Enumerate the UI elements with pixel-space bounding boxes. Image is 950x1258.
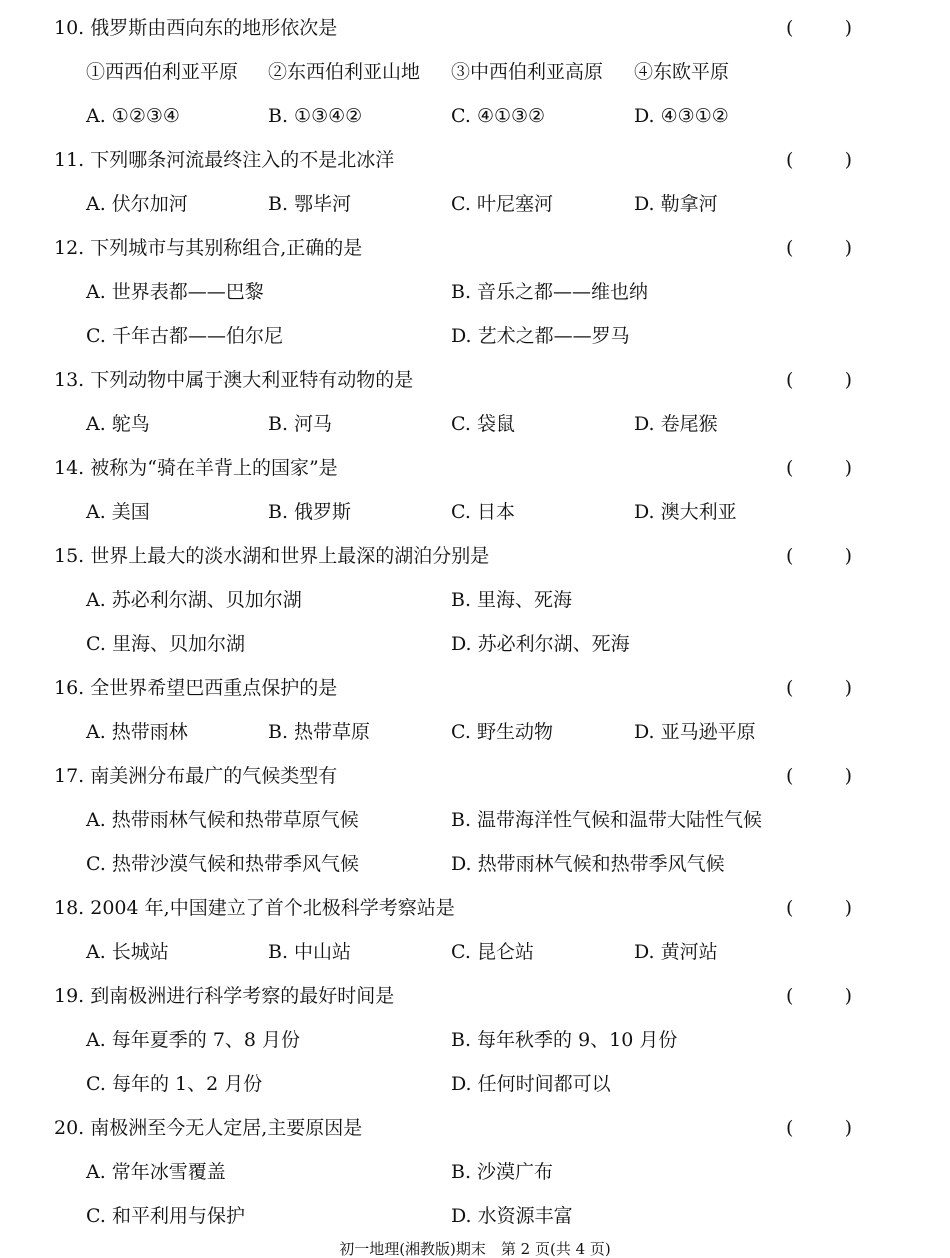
question-16-option-b: B. 热带草原 [268,721,371,743]
question-20-option-b: B. 沙漠广布 [451,1161,554,1183]
close-paren: ) [844,985,852,1007]
question-16-stem: 16. 全世界希望巴西重点保护的是 [54,677,338,699]
question-15-options-line-2 [0,629,950,659]
question-13-answer-parentheses [786,365,852,395]
open-paren: ( [786,545,794,567]
open-paren: ( [786,237,794,259]
question-12-option-b: B. 音乐之都——维也纳 [451,281,649,303]
question-18-option-a: A. 长城站 [86,941,169,963]
question-16-option-a: A. 热带雨林 [86,721,188,743]
question-18-answer-parentheses [786,893,852,923]
question-19-answer-parentheses [786,981,852,1011]
question-14-option-a: A. 美国 [86,501,150,523]
question-20-option-c: C. 和平利用与保护 [86,1205,245,1227]
question-16-option-d: D. 亚马逊平原 [634,721,756,743]
close-paren: ) [844,677,852,699]
question-10-option-d: D. ④③①② [634,105,729,127]
close-paren: ) [844,765,852,787]
question-10-option-b: B. ①③④② [268,105,363,127]
close-paren: ) [844,457,852,479]
question-13-option-a: A. 鸵鸟 [86,413,150,435]
question-10-options-line [0,101,950,131]
question-20-stem: 20. 南极洲至今无人定居,主要原因是 [54,1117,363,1139]
question-11-option-a: A. 伏尔加河 [86,193,188,215]
question-10-item-3: ③中西伯利亚高原 [451,61,604,83]
question-15-option-b: B. 里海、死海 [451,589,573,611]
question-10-option-a: A. ①②③④ [86,105,180,127]
question-18-options-line [0,937,950,967]
page-footer: 初一地理(湘教版)期末 第 2 页(共 4 页) [339,1240,611,1258]
question-10-option-c: C. ④①③② [451,105,546,127]
question-15-option-d: D. 苏必利尔湖、死海 [451,633,630,655]
question-20-stem-line [0,1113,950,1143]
question-12-options-line-1 [0,277,950,307]
question-20-option-d: D. 水资源丰富 [451,1205,573,1227]
question-14-option-d: D. 澳大利亚 [634,501,737,523]
question-12-stem: 12. 下列城市与其别称组合,正确的是 [54,237,363,259]
question-17-option-d: D. 热带雨林气候和热带季风气候 [451,853,725,875]
open-paren: ( [786,457,794,479]
question-12-stem-line [0,233,950,263]
question-20-options-line-2 [0,1201,950,1231]
question-19-option-c: C. 每年的 1、2 月份 [86,1073,263,1095]
question-20-answer-parentheses [786,1113,852,1143]
question-19-option-a: A. 每年夏季的 7、8 月份 [86,1029,301,1051]
question-19-stem: 19. 到南极洲进行科学考察的最好时间是 [54,985,395,1007]
question-12-options-line-2 [0,321,950,351]
question-12-answer-parentheses [786,233,852,263]
question-18-stem: 18. 2004 年,中国建立了首个北极科学考察站是 [54,897,455,919]
question-11-options-line [0,189,950,219]
close-paren: ) [844,369,852,391]
question-15-stem: 15. 世界上最大的淡水湖和世界上最深的湖泊分别是 [54,545,490,567]
open-paren: ( [786,677,794,699]
question-11-stem: 11. 下列哪条河流最终注入的不是北冰洋 [54,149,395,171]
question-14-option-b: B. 俄罗斯 [268,501,352,523]
open-paren: ( [786,985,794,1007]
question-14-option-c: C. 日本 [451,501,515,523]
question-13-option-b: B. 河马 [268,413,333,435]
question-17-option-c: C. 热带沙漠气候和热带季风气候 [86,853,359,875]
question-17-option-b: B. 温带海洋性气候和温带大陆性气候 [451,809,763,831]
open-paren: ( [786,149,794,171]
close-paren: ) [844,237,852,259]
open-paren: ( [786,369,794,391]
question-15-answer-parentheses [786,541,852,571]
question-17-options-line-1 [0,805,950,835]
question-14-stem: 14. 被称为“骑在羊背上的国家”是 [54,457,338,479]
question-16-option-c: C. 野生动物 [451,721,553,743]
question-18-option-b: B. 中山站 [268,941,352,963]
question-14-answer-parentheses [786,453,852,483]
question-11-option-b: B. 鄂毕河 [268,193,352,215]
question-10-item-2: ②东西伯利亚山地 [268,61,421,83]
question-17-answer-parentheses [786,761,852,791]
question-11-answer-parentheses [786,145,852,175]
question-10-items-line [0,57,950,87]
question-19-options-line-2 [0,1069,950,1099]
question-20-option-a: A. 常年冰雪覆盖 [86,1161,226,1183]
question-14-stem-line [0,453,950,483]
question-10-item-4: ④东欧平原 [634,61,730,83]
question-17-options-line-2 [0,849,950,879]
question-13-stem: 13. 下列动物中属于澳大利亚特有动物的是 [54,369,414,391]
question-16-options-line [0,717,950,747]
question-17-option-a: A. 热带雨林气候和热带草原气候 [86,809,359,831]
question-18-option-c: C. 昆仑站 [451,941,534,963]
close-paren: ) [844,545,852,567]
question-13-options-line [0,409,950,439]
question-17-stem-line [0,761,950,791]
question-15-option-c: C. 里海、贝加尔湖 [86,633,245,655]
question-16-stem-line [0,673,950,703]
question-11-option-d: D. 勒拿河 [634,193,718,215]
question-20-options-line-1 [0,1157,950,1187]
open-paren: ( [786,1117,794,1139]
question-19-stem-line [0,981,950,1011]
question-10-answer-parentheses [786,13,852,43]
question-12-option-c: C. 千年古都——伯尔尼 [86,325,283,347]
open-paren: ( [786,17,794,39]
question-10-stem-line [0,13,950,43]
open-paren: ( [786,765,794,787]
question-10-stem: 10. 俄罗斯由西向东的地形依次是 [54,17,338,39]
question-18-option-d: D. 黄河站 [634,941,718,963]
question-12-option-d: D. 艺术之都——罗马 [451,325,630,347]
question-19-option-b: B. 每年秋季的 9、10 月份 [451,1029,678,1051]
question-13-stem-line [0,365,950,395]
question-15-options-line-1 [0,585,950,615]
question-18-stem-line [0,893,950,923]
close-paren: ) [844,1117,852,1139]
close-paren: ) [844,149,852,171]
question-11-option-c: C. 叶尼塞河 [451,193,553,215]
question-16-answer-parentheses [786,673,852,703]
question-15-option-a: A. 苏必利尔湖、贝加尔湖 [86,589,302,611]
question-13-option-d: D. 卷尾猴 [634,413,718,435]
close-paren: ) [844,17,852,39]
question-14-options-line [0,497,950,527]
question-11-stem-line [0,145,950,175]
question-15-stem-line [0,541,950,571]
question-19-option-d: D. 任何时间都可以 [451,1073,611,1095]
question-17-stem: 17. 南美洲分布最广的气候类型有 [54,765,338,787]
question-13-option-c: C. 袋鼠 [451,413,515,435]
close-paren: ) [844,897,852,919]
question-12-option-a: A. 世界表都——巴黎 [86,281,264,303]
question-19-options-line-1 [0,1025,950,1055]
open-paren: ( [786,897,794,919]
question-10-item-1: ①西西伯利亚平原 [86,61,239,83]
